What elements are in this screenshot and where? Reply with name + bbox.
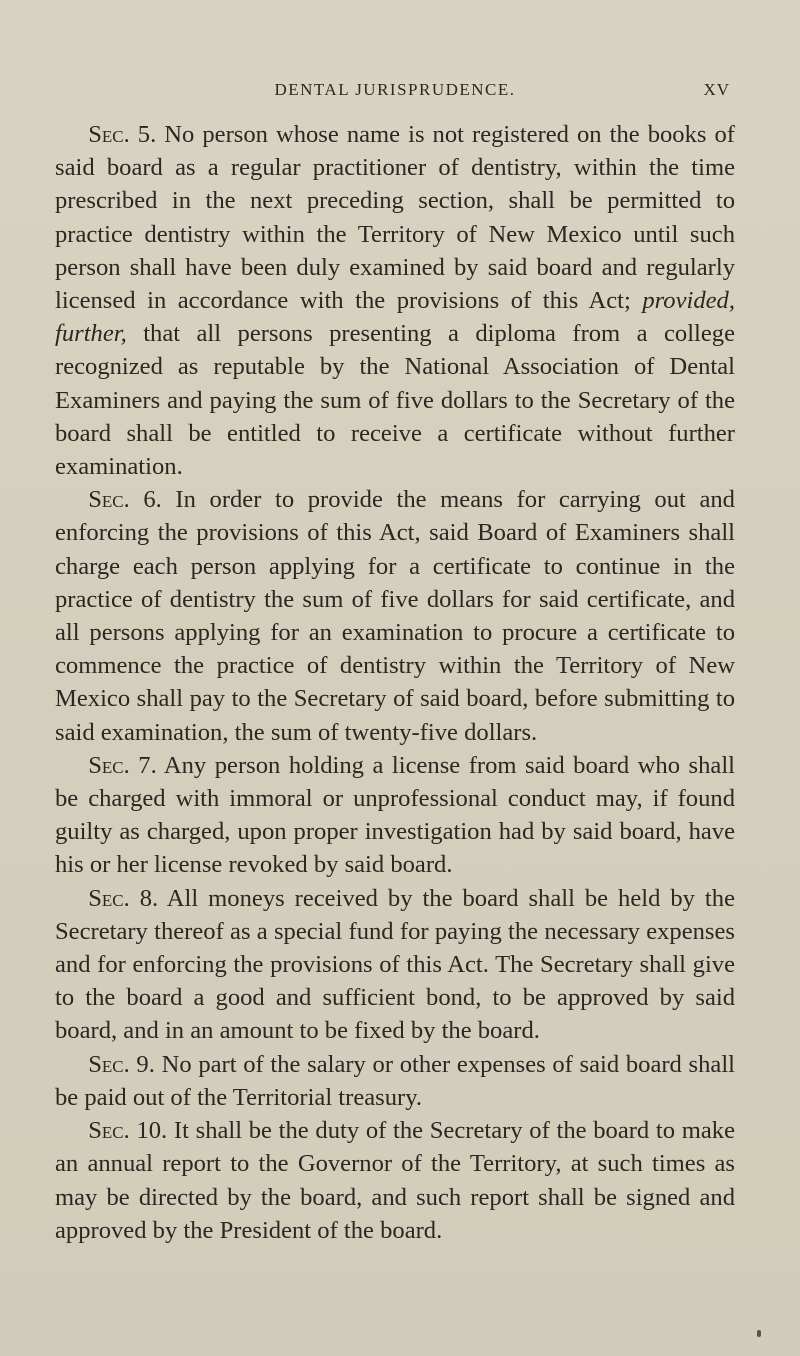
section-5-label: Sec. 5. <box>88 121 157 148</box>
section-5-text-before: No person whose name is not registered on the books of said board as a regular practitioner of dentistry, within the time prescribed in the next preceding section, shall be permitted to practice dentistry within the Territory of New Mexico until such person shall have been duly examined by said board and regularly licensed in accordance with the provisions of this Act; <box>55 121 735 315</box>
running-head <box>60 80 730 104</box>
section-9-label: Sec. 9. <box>88 1050 155 1078</box>
section-9-paragraph <box>55 1048 735 1114</box>
section-5-italic-proviso: provided, further, <box>55 287 735 348</box>
section-5-paragraph <box>55 118 735 483</box>
section-6-label: Sec. 6. <box>88 486 162 514</box>
section-7-label: Sec. 7. <box>88 751 157 779</box>
section-10-paragraph <box>55 1114 735 1247</box>
page-number: XV <box>703 80 730 99</box>
section-8-paragraph <box>55 882 735 1048</box>
section-8-label: Sec. 8. <box>88 884 159 912</box>
section-10-label: Sec. 10. <box>88 1117 168 1145</box>
section-6-text: In order to provide the means for carrying out and enforcing the provisions of this Act, said Board of Examiners shall charge each person applying for a certificate to continue in the practice of dentistry the sum of five dollars for said certificate, and all persons applying for an examination to procure a certificate to commence the practice of dentistry within the Territory of New Mexico shall pay to the Secretary of said board, before submitting to said examination, the sum of twenty-five dollars. <box>55 486 735 746</box>
section-8-text: All moneys received by the board shall be held by the Secretary thereof as a special fund for paying the necessary expenses and for enforcing the provisions of this Act. The Secretary shall give to the board a good and sufficient bond, to be approved by said board, and in an amount to be fixed by the board. <box>55 884 735 1045</box>
section-6-paragraph <box>55 483 735 749</box>
section-9-text: No part of the salary or other expenses of said board shall be paid out of the Territorial treasury. <box>55 1050 735 1111</box>
body-text <box>55 118 735 1247</box>
section-10-text: It shall be the duty of the Secretary of the board to make an annual report to the Governor of the Territory, at such times as may be directed by the board, and such report shall be signed and approved by the President of the board. <box>55 1117 735 1244</box>
ink-speck <box>757 1330 761 1337</box>
section-5-text-after: that all persons presenting a diploma from a college recognized as reputable by the National Association of Dental Examiners and paying the sum of five dollars to the Secretary of the board shall be entitled to receive a certificate without further examination. <box>55 320 735 481</box>
section-7-paragraph <box>55 749 735 882</box>
section-7-text: Any person holding a license from said board who shall be charged with immoral or unprofessional conduct may, if found guilty as charged, upon proper investigation had by said board, have his or her license revoked by said board. <box>55 751 735 879</box>
running-title: DENTAL JURISPRUDENCE. <box>274 80 516 99</box>
